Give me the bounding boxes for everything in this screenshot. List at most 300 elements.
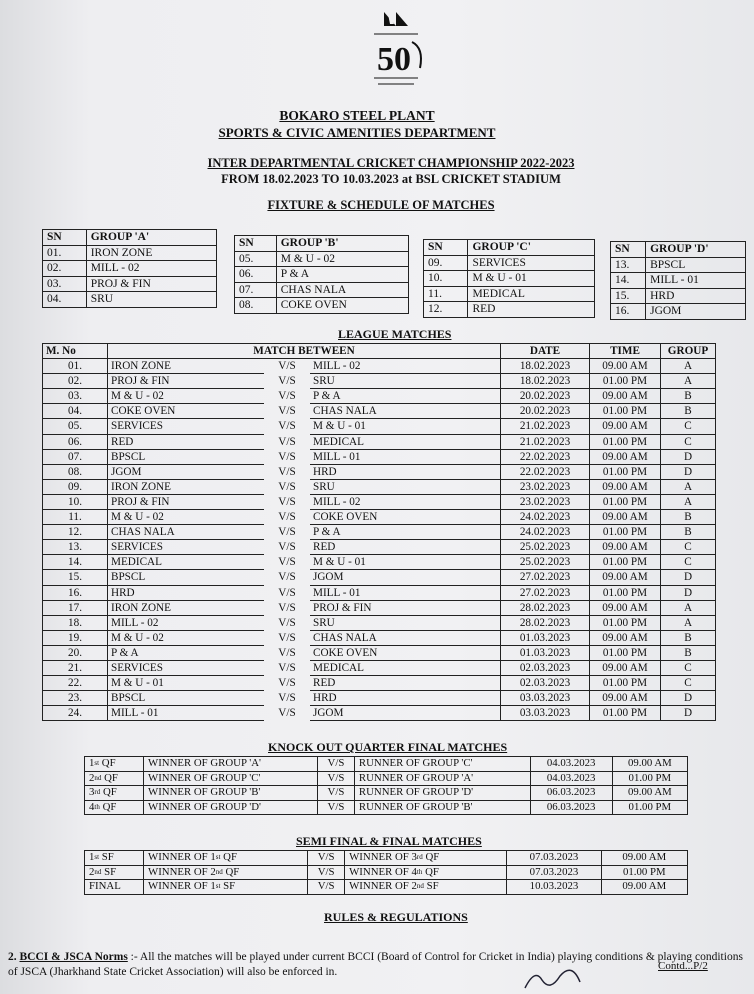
match-number: 16. [43, 585, 108, 600]
match-group: C [661, 555, 716, 570]
fixture-title: FIXTURE & SCHEDULE OF MATCHES [267, 198, 495, 212]
rules-title: RULES & REGULATIONS [324, 910, 468, 924]
match-number: 12. [43, 525, 108, 540]
sf-number: 2 [89, 865, 95, 878]
sf-time: 09.00 AM [601, 880, 687, 895]
team-name: COKE OVEN [276, 298, 408, 314]
sf-team-b [345, 851, 507, 866]
league-match-row [43, 585, 716, 600]
match-date: 03.03.2023 [501, 706, 590, 721]
vs-label: V/S [278, 511, 296, 524]
match-group: B [661, 630, 716, 645]
sf-team-a-stage: QF [225, 865, 240, 878]
team-1: IRON ZONE [108, 359, 265, 374]
rule-number: 2. [8, 951, 17, 963]
match-group: C [661, 434, 716, 449]
match-number: 01. [43, 359, 108, 374]
match-time: 09.00 AM [590, 419, 661, 434]
league-title: LEAGUE MATCHES [338, 327, 452, 341]
team-sn: 04. [43, 292, 87, 308]
match-date: 18.02.2023 [501, 374, 590, 389]
match-date: 23.02.2023 [501, 494, 590, 509]
team-1: JGOM [108, 464, 265, 479]
team-sn: 15. [611, 288, 646, 304]
vs-label: V/S [278, 571, 296, 584]
league-match-row [43, 600, 716, 615]
qf-team-b: RUNNER OF GROUP 'B' [354, 800, 530, 815]
vs-label: V/S [278, 360, 296, 373]
match-time: 09.00 AM [590, 510, 661, 525]
sf-number: 1 [89, 851, 95, 863]
match-group: D [661, 585, 716, 600]
team-2: MILL - 01 [310, 449, 501, 464]
team-2: JGOM [310, 706, 501, 721]
match-number: 23. [43, 691, 108, 706]
vs-label: V/S [278, 480, 296, 493]
sf-ordinal: nd [94, 867, 102, 876]
team-2: COKE OVEN [310, 510, 501, 525]
match-group: D [661, 570, 716, 585]
vs-label: V/S [278, 631, 296, 644]
vs-label: V/S [278, 707, 296, 720]
vs-label: V/S [317, 786, 354, 801]
qf-team-a: WINNER OF GROUP 'C' [144, 771, 318, 786]
match-number: 13. [43, 540, 108, 555]
team-1: IRON ZONE [108, 600, 265, 615]
sf-team-a-stage: QF [223, 851, 237, 863]
sf-ordinal: st [94, 853, 100, 861]
match-time: 01.00 PM [590, 374, 661, 389]
sf-team-b-text: WINNER OF [349, 851, 409, 863]
match-number: 11. [43, 510, 108, 525]
league-matches-table [42, 343, 716, 721]
sf-number: FINAL [89, 880, 121, 892]
team-1: M & U - 02 [108, 389, 265, 404]
vs-label: V/S [278, 556, 296, 569]
qf-team-a: WINNER OF GROUP 'A' [144, 757, 318, 772]
match-number: 04. [43, 404, 108, 419]
match-group: B [661, 404, 716, 419]
sf-date: 07.03.2023 [507, 851, 601, 866]
match-date: 25.02.2023 [501, 540, 590, 555]
sf-team-b-ordinal: th [416, 867, 423, 876]
team-1: RED [108, 434, 265, 449]
qf-time: 09.00 AM [612, 786, 687, 801]
league-match-row [43, 449, 716, 464]
vs-label: V/S [278, 692, 296, 705]
match-date: 20.02.2023 [501, 389, 590, 404]
team-name: M & U - 02 [276, 251, 408, 267]
team-name: JGOM [646, 304, 746, 320]
league-match-row [43, 676, 716, 691]
match-time: 09.00 AM [590, 691, 661, 706]
team-sn: 09. [424, 255, 468, 271]
team-1: P & A [108, 645, 265, 660]
sail-50-years-logo [364, 8, 428, 100]
event-dates: FROM 18.02.2023 TO 10.03.2023 at BSL CRICKET STADIUM [221, 172, 561, 186]
match-group: C [661, 660, 716, 675]
match-group: D [661, 449, 716, 464]
team-2: SRU [310, 374, 501, 389]
match-time: 01.00 PM [590, 615, 661, 630]
match-date: 22.02.2023 [501, 464, 590, 479]
quarter-final-title: KNOCK OUT QUARTER FINAL MATCHES [268, 740, 508, 754]
match-time: 09.00 AM [590, 630, 661, 645]
semi-final-row [85, 851, 688, 866]
team-sn: 13. [611, 257, 646, 273]
sf-time: 01.00 PM [601, 865, 687, 880]
qf-time: 01.00 PM [612, 771, 687, 786]
team-2: RED [310, 676, 501, 691]
group-title: GROUP 'B' [276, 236, 408, 252]
team-sn: 06. [235, 267, 277, 283]
match-date: 28.02.2023 [501, 615, 590, 630]
match-group: C [661, 419, 716, 434]
league-match-row [43, 494, 716, 509]
sn-header: SN [235, 236, 277, 252]
team-2: MEDICAL [310, 660, 501, 675]
sf-team-b [345, 880, 507, 895]
vs-label: V/S [278, 405, 296, 418]
vs-label: V/S [278, 450, 296, 463]
team-name: RED [468, 302, 595, 318]
qf-number: 1 [89, 757, 95, 769]
vs-label: V/S [308, 880, 345, 895]
vs-label: V/S [317, 771, 354, 786]
team-sn: 07. [235, 282, 277, 298]
match-date: 27.02.2023 [501, 585, 590, 600]
group-c-table [423, 239, 595, 318]
match-date: 18.02.2023 [501, 359, 590, 374]
group-header: GROUP [661, 344, 716, 359]
qf-team-b: RUNNER OF GROUP 'C' [354, 757, 530, 772]
department-title: SPORTS & CIVIC AMENITIES DEPARTMENT [218, 125, 496, 140]
league-match-row [43, 630, 716, 645]
vs-label: V/S [278, 435, 296, 448]
vs-label: V/S [308, 851, 345, 866]
match-time: 01.00 PM [590, 525, 661, 540]
qf-label [85, 800, 144, 815]
league-match-row [43, 359, 716, 374]
team-sn: 12. [424, 302, 468, 318]
sf-team-a-text: WINNER OF 2 [148, 865, 216, 878]
match-group: B [661, 510, 716, 525]
match-number: 17. [43, 600, 108, 615]
match-number: 24. [43, 706, 108, 721]
league-match-row [43, 479, 716, 494]
team-sn: 16. [611, 304, 646, 320]
match-number: 08. [43, 464, 108, 479]
team-name: SRU [86, 292, 216, 308]
team-1: M & U - 02 [108, 510, 265, 525]
team-2: CHAS NALA [310, 404, 501, 419]
qf-ordinal: nd [94, 773, 102, 782]
semi-final-table [84, 850, 688, 895]
team-2: P & A [310, 389, 501, 404]
league-match-row [43, 691, 716, 706]
match-time: 01.00 PM [590, 434, 661, 449]
group-d-table [610, 241, 746, 320]
team-name: IRON ZONE [86, 245, 216, 261]
team-name: MEDICAL [468, 286, 595, 302]
match-date: 21.02.2023 [501, 419, 590, 434]
qf-team-b: RUNNER OF GROUP 'D' [354, 786, 530, 801]
team-1: COKE OVEN [108, 404, 265, 419]
qf-ordinal: rd [94, 788, 101, 796]
match-group: D [661, 706, 716, 721]
quarter-final-row [85, 757, 688, 772]
match-time: 01.00 PM [590, 585, 661, 600]
match-date: 24.02.2023 [501, 525, 590, 540]
quarter-final-row [85, 786, 688, 801]
vs-label: V/S [278, 420, 296, 433]
match-number: 10. [43, 494, 108, 509]
team-2: HRD [310, 464, 501, 479]
league-match-row [43, 389, 716, 404]
team-1: PROJ & FIN [108, 374, 265, 389]
team-1: BPSCL [108, 691, 265, 706]
team-2: SRU [310, 479, 501, 494]
group-b-table [234, 235, 409, 314]
match-number: 15. [43, 570, 108, 585]
sf-time: 09.00 AM [601, 851, 687, 866]
match-date: 23.02.2023 [501, 479, 590, 494]
quarter-final-table [84, 756, 688, 815]
rule-text: :- All the matches will be played under current BCCI (Board of Control for Cricket in India) playing conditions & playing conditions of JSCA (Jharkhand State Cricket Association) will also be enforced in. [8, 951, 743, 978]
team-sn: 02. [43, 261, 87, 277]
match-group: A [661, 479, 716, 494]
vs-label: V/S [278, 601, 296, 614]
mno-header: M. No [43, 344, 108, 359]
match-group: A [661, 494, 716, 509]
rule-heading: BCCI & JSCA Norms [19, 951, 128, 963]
team-sn: 05. [235, 251, 277, 267]
team-1: SERVICES [108, 419, 265, 434]
team-sn: 10. [424, 271, 468, 287]
qf-text: QF [102, 800, 117, 813]
match-number: 19. [43, 630, 108, 645]
sf-team-a-ordinal: nd [215, 867, 223, 876]
match-date: 03.03.2023 [501, 691, 590, 706]
team-1: M & U - 02 [108, 630, 265, 645]
match-group: A [661, 615, 716, 630]
league-match-row [43, 404, 716, 419]
match-number: 14. [43, 555, 108, 570]
qf-time: 09.00 AM [612, 757, 687, 772]
match-date: 01.03.2023 [501, 645, 590, 660]
sf-team-b-ordinal: nd [416, 882, 424, 890]
sf-team-b-ordinal: rd [416, 853, 423, 861]
vs-label: V/S [278, 526, 296, 539]
match-date: 25.02.2023 [501, 555, 590, 570]
team-1: HRD [108, 585, 265, 600]
match-number: 05. [43, 419, 108, 434]
vs-label: V/S [278, 646, 296, 659]
team-2: P & A [310, 525, 501, 540]
team-1: PROJ & FIN [108, 494, 265, 509]
league-match-row [43, 660, 716, 675]
sf-team-b-number: 4 [411, 865, 417, 878]
match-time: 09.00 AM [590, 479, 661, 494]
team-sn: 14. [611, 273, 646, 289]
qf-team-a: WINNER OF GROUP 'D' [144, 800, 318, 815]
league-match-row [43, 419, 716, 434]
league-match-row [43, 570, 716, 585]
qf-label [85, 757, 144, 772]
sf-label [85, 880, 144, 895]
sf-team-a-ordinal: st [215, 882, 221, 890]
team-name: MILL - 01 [646, 273, 746, 289]
sf-team-b-text: WINNER OF [349, 880, 409, 892]
match-group: D [661, 464, 716, 479]
match-number: 21. [43, 660, 108, 675]
qf-number: 2 [89, 771, 95, 784]
vs-label: V/S [278, 390, 296, 403]
league-match-row [43, 555, 716, 570]
semi-final-row [85, 865, 688, 880]
vs-label: V/S [308, 865, 345, 880]
org-title: BOKARO STEEL PLANT [279, 108, 435, 123]
qf-number: 4 [89, 800, 95, 813]
sf-team-a [144, 865, 308, 880]
qf-text: QF [102, 786, 117, 798]
team-2: M & U - 01 [310, 419, 501, 434]
sf-team-b [345, 865, 507, 880]
vs-label: V/S [317, 757, 354, 772]
group-title: GROUP 'A' [86, 230, 216, 246]
sf-team-b-text: WINNER OF [349, 865, 409, 878]
match-number: 07. [43, 449, 108, 464]
match-time: 01.00 PM [590, 404, 661, 419]
sf-team-b-number: 3 [411, 851, 417, 863]
match-number: 03. [43, 389, 108, 404]
team-name: P & A [276, 267, 408, 283]
quarter-final-row [85, 800, 688, 815]
vs-label: V/S [278, 375, 296, 388]
team-2: RED [310, 540, 501, 555]
match-date: 01.03.2023 [501, 630, 590, 645]
match-group: D [661, 691, 716, 706]
match-date: 20.02.2023 [501, 404, 590, 419]
match-group: C [661, 676, 716, 691]
team-1: IRON ZONE [108, 479, 265, 494]
team-name: CHAS NALA [276, 282, 408, 298]
sf-team-a [144, 880, 308, 895]
team-sn: 11. [424, 286, 468, 302]
match-time: 01.00 PM [590, 555, 661, 570]
match-number: 06. [43, 434, 108, 449]
match-date: 28.02.2023 [501, 600, 590, 615]
team-name: MILL - 02 [86, 261, 216, 277]
team-name: M & U - 01 [468, 271, 595, 287]
league-match-row [43, 540, 716, 555]
qf-text: QF [104, 771, 118, 784]
continued-note: Contd...P/2 [658, 960, 708, 972]
date-header: DATE [501, 344, 590, 359]
league-match-row [43, 434, 716, 449]
qf-date: 06.03.2023 [530, 786, 612, 801]
league-match-row [43, 525, 716, 540]
sn-header: SN [43, 230, 87, 246]
sf-label [85, 865, 144, 880]
sf-text: SF [104, 865, 117, 878]
vs-label: V/S [278, 661, 296, 674]
team-1: M & U - 01 [108, 676, 265, 691]
semi-final-row [85, 880, 688, 895]
qf-time: 01.00 PM [612, 800, 687, 815]
semi-final-title: SEMI FINAL & FINAL MATCHES [296, 834, 482, 848]
match-number: 09. [43, 479, 108, 494]
team-name: PROJ & FIN [86, 276, 216, 292]
match-time: 09.00 AM [590, 600, 661, 615]
sf-team-a-text: WINNER OF 1 [148, 851, 216, 863]
qf-label [85, 771, 144, 786]
qf-ordinal: th [94, 802, 100, 811]
match-group: B [661, 645, 716, 660]
match-number: 22. [43, 676, 108, 691]
team-1: MEDICAL [108, 555, 265, 570]
sf-label [85, 851, 144, 866]
match-time: 09.00 AM [590, 449, 661, 464]
vs-label: V/S [278, 495, 296, 508]
team-1: SERVICES [108, 540, 265, 555]
match-between-header: MATCH BETWEEN [108, 344, 501, 359]
team-1: MILL - 02 [108, 615, 265, 630]
team-2: MEDICAL [310, 434, 501, 449]
match-number: 20. [43, 645, 108, 660]
logo-text: 50 [377, 41, 411, 78]
match-number: 18. [43, 615, 108, 630]
team-name: HRD [646, 288, 746, 304]
team-name: SERVICES [468, 255, 595, 271]
match-date: 21.02.2023 [501, 434, 590, 449]
team-1: BPSCL [108, 570, 265, 585]
match-group: B [661, 389, 716, 404]
group-title: GROUP 'C' [468, 240, 595, 256]
match-time: 09.00 AM [590, 570, 661, 585]
sf-team-a-stage: SF [223, 880, 236, 892]
sf-team-b-stage: QF [425, 865, 439, 878]
sf-team-a-text: WINNER OF 1 [148, 880, 216, 892]
qf-number: 3 [89, 786, 95, 798]
team-1: MILL - 01 [108, 706, 265, 721]
qf-label [85, 786, 144, 801]
qf-text: QF [101, 757, 116, 769]
match-date: 27.02.2023 [501, 570, 590, 585]
sf-team-b-number: 2 [411, 880, 417, 892]
match-date: 02.03.2023 [501, 676, 590, 691]
team-sn: 01. [43, 245, 87, 261]
signature [520, 958, 630, 994]
team-1: SERVICES [108, 660, 265, 675]
team-2: MILL - 02 [310, 494, 501, 509]
team-sn: 08. [235, 298, 277, 314]
vs-label: V/S [278, 465, 296, 478]
vs-label: V/S [278, 541, 296, 554]
match-time: 09.00 AM [590, 389, 661, 404]
team-2: JGOM [310, 570, 501, 585]
match-time: 01.00 PM [590, 706, 661, 721]
qf-date: 06.03.2023 [530, 800, 612, 815]
team-2: COKE OVEN [310, 645, 501, 660]
match-group: B [661, 525, 716, 540]
qf-ordinal: st [94, 759, 100, 767]
match-time: 09.00 AM [590, 660, 661, 675]
team-2: MILL - 02 [310, 359, 501, 374]
team-1: BPSCL [108, 449, 265, 464]
qf-date: 04.03.2023 [530, 757, 612, 772]
league-match-row [43, 510, 716, 525]
